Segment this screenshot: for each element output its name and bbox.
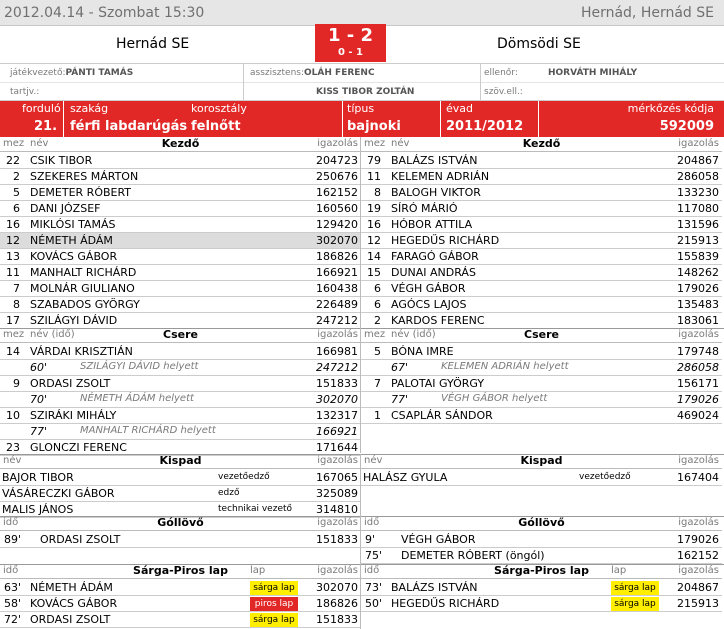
away-start-header [361,137,722,152]
player-name: PALOTAI GYÖRGY [391,377,485,390]
card-type: sárga lap [250,581,298,595]
type-label: típus [347,102,375,115]
player-name: MOLNÁR GIULIANO [30,282,135,295]
player-name: HEGEDŰS RICHÁRD [391,597,500,610]
sub-note: KELEMEN ADRIÁN helyett [441,361,569,372]
registration-id: 166921 [316,266,358,279]
info-bar [0,101,724,137]
bench-row [0,486,361,502]
section-title: Góllövő [157,516,204,529]
registration-id: 129420 [316,218,358,231]
type: bajnoki [347,119,401,134]
player-name: FARAGÓ GÁBOR [391,250,479,263]
shirt-number: 2 [13,170,20,183]
col-label: igazolás [678,455,719,466]
substitution-detail [361,360,722,376]
person-role: technikai vezető [218,504,293,514]
player-name: CSIK TIBOR [30,154,93,167]
col-label: igazolás [317,329,358,340]
shirt-number: 13 [6,250,20,263]
federation-inspector-label: szöv.ell.: [484,87,523,97]
card-minute: 72' [4,613,22,626]
player-name: BÓNA IMRE [391,345,454,358]
substitute-row [361,408,722,424]
registration-id: 160560 [316,202,358,215]
assistant-1: OLÁH FERENC [304,68,375,78]
player-name: KELEMEN ADRIÁN [391,170,490,183]
shirt-number: 9 [13,377,20,390]
col-label: igazolás [678,565,719,576]
sub-note: NÉMETH ÁDÁM helyett [80,393,194,404]
registration-id: 204867 [677,581,719,594]
match-code-label: mérkőzés kódja [627,102,714,115]
shirt-number: 17 [6,314,20,327]
registration-id: 117080 [677,202,719,215]
card-type: sárga lap [250,613,298,627]
substitute-row [0,408,361,424]
score-box [315,24,386,62]
registration-id: 166981 [316,345,358,358]
col-label: igazolás [317,565,358,576]
registration-id: 215913 [677,597,719,610]
registration-id: 155839 [677,250,719,263]
inspector-label: ellenőr: [484,68,518,78]
goal-row [361,532,722,548]
player-name: ORDASI ZSOLT [30,377,111,390]
registration-id: 226489 [316,298,358,311]
shirt-number: 8 [13,298,20,311]
player-row [361,281,722,297]
sub-minute: 67' [391,361,409,374]
player-row [0,153,361,169]
home-subs-header [0,328,361,343]
sub-note: MANHALT RICHÁRD helyett [80,425,216,436]
col-label: név [30,138,49,149]
shirt-number: 2 [374,314,381,327]
card-row [361,596,722,612]
inspector-wrap [548,68,637,78]
shirt-number: 22 [6,154,20,167]
card-type: sárga lap [611,597,659,611]
sub-minute: 77' [30,425,48,438]
col-label: név [3,455,22,466]
player-row [361,153,722,169]
registration-id: 179026 [677,533,719,546]
person-name: BAJOR TIBOR [2,471,74,484]
section-title: Kezdő [161,137,200,150]
registration-id: 171644 [316,441,358,454]
substitution-detail [361,392,722,408]
match-date: 2012.04.14 - Szombat 15:30 [4,5,205,21]
player-row [0,233,361,249]
player-name: MANHALT RICHÁRD [30,266,137,279]
col-label: idő [364,517,380,528]
person-role: vezetőedző [579,472,631,482]
registration-id: 186826 [316,597,358,610]
shirt-number: 12 [367,234,381,247]
replaced-id: 302070 [316,393,358,406]
registration-id: 179026 [677,282,719,295]
shirt-number: 79 [367,154,381,167]
player-row [361,265,722,281]
shirt-number: 23 [6,441,20,454]
card-minute: 63' [4,581,22,594]
substitution-detail [0,360,361,376]
away-goals-header [361,516,722,531]
col-label: idő [3,565,19,576]
substitute-row [0,376,361,392]
registration-id: 151833 [316,377,358,390]
round-label: forduló [22,102,61,115]
player-name: SZIRÁKI MIHÁLY [30,409,117,422]
registration-id: 156171 [677,377,719,390]
col-label: név [364,455,383,466]
final-score: 1 - 2 [327,25,374,46]
col-label: igazolás [317,455,358,466]
player-row [0,281,361,297]
scorer-name: DEMETER RÓBERT (öngól) [401,549,545,562]
player-row [0,297,361,313]
card-minute: 73' [365,581,383,594]
referee-label: játékvezető:PÁNTI TAMÁS [10,68,134,78]
column-divider [360,564,361,629]
registration-id: 162152 [677,549,719,562]
player-name: HÓBOR ATTILA [391,218,473,231]
player-name: SZILÁGYI DÁVID [30,314,118,327]
sub-note: VÉGH GÁBOR helyett [441,393,548,404]
player-name: BALÁZS ISTVÁN [391,581,478,594]
player-row [0,313,361,329]
substitution-detail [0,392,361,408]
branch-label: szakág [70,102,109,115]
player-name: MIKLÓSI TAMÁS [30,218,116,231]
col-label: lap [611,565,627,576]
player-name: CSAPLÁR SÁNDOR [391,409,493,422]
goal-minute: 75' [365,549,383,562]
away-bench-header [361,454,722,469]
registration-id: 133230 [677,186,719,199]
shirt-number: 16 [6,218,20,231]
bench-row [0,470,361,486]
registration-id: 131596 [677,218,719,231]
person-name: HALÁSZ GYULA [363,471,448,484]
goal-minute: 9' [365,533,376,546]
section-title: Sárga-Piros lap [133,564,228,577]
replaced-id: 286058 [677,361,719,374]
col-label: mez [364,329,386,340]
registration-id: 135483 [677,298,719,311]
player-name: DUNAI ANDRÁS [391,266,476,279]
registration-id: 250676 [316,170,358,183]
registration-id: 325089 [316,487,358,500]
referee: PÁNTI TAMÁS [65,68,134,78]
match-place: Hernád, Hernád SE [580,5,714,21]
player-name: ORDASI ZSOLT [30,613,111,626]
column-divider [360,137,361,329]
col-label: név (idő) [30,329,75,340]
registration-id: 286058 [677,170,719,183]
substitute-row [0,344,361,360]
season-label: évad [446,102,474,115]
card-row [361,580,722,596]
shirt-number: 5 [13,186,20,199]
reserve-ref-label: tartjv.: [10,87,40,97]
player-row [361,233,722,249]
player-row [361,297,722,313]
card-type: piros lap [250,597,298,611]
col-label: igazolás [317,517,358,528]
goal-row [361,548,722,564]
registration-id: 148262 [677,266,719,279]
registration-id: 183061 [677,314,719,327]
registration-id: 179748 [677,345,719,358]
player-name: SZABADOS GYÖRGY [30,298,140,311]
col-label: név (idő) [391,329,436,340]
col-label: igazolás [678,138,719,149]
home-team: Hernád SE [116,36,190,52]
age-group-label: korosztály [191,102,247,115]
away-team: Dömsödi SE [497,36,581,52]
player-name: NÉMETH ÁDÁM [30,234,113,247]
column-divider [360,328,361,453]
registration-id: 302070 [316,581,358,594]
goal-row [0,532,361,548]
sub-note: SZILÁGYI DÁVID helyett [80,361,199,372]
player-name: SÍRÓ MÁRIÓ [391,202,458,215]
replaced-id: 247212 [316,361,358,374]
player-name: DEMETER RÓBERT [30,186,132,199]
col-label: mez [3,138,25,149]
branch: férfi labdarúgás [70,119,188,134]
col-label: igazolás [678,517,719,528]
player-name: BALÁZS ISTVÁN [391,154,478,167]
player-name: VÉGH GÁBOR [391,282,466,295]
player-name: KOVÁCS GÁBOR [30,597,118,610]
player-row [361,313,722,329]
col-label: igazolás [678,329,719,340]
inspector: HORVÁTH MIHÁLY [548,68,638,78]
column-divider [360,516,361,564]
player-row [361,217,722,233]
column-divider [360,454,361,516]
shirt-number: 1 [374,409,381,422]
shirt-number: 5 [374,345,381,358]
player-name: HEGEDŰS RICHÁRD [391,234,500,247]
round: 21. [34,119,58,134]
player-row [361,169,722,185]
shirt-number: 6 [374,298,381,311]
replaced-id: 179026 [677,393,719,406]
shirt-number: 8 [374,186,381,199]
player-row [0,185,361,201]
card-type: sárga lap [611,581,659,595]
away-cards-header [361,564,722,579]
replaced-id: 166921 [316,425,358,438]
home-cards-header [0,564,361,579]
card-row [0,596,361,612]
section-title: Kispad [520,454,563,467]
substitute-row [361,344,722,360]
registration-id: 469024 [677,409,719,422]
person-role: vezetőedző [218,472,270,482]
card-row [0,612,361,628]
player-name: KARDOS FERENC [391,314,485,327]
registration-id: 204867 [677,154,719,167]
card-minute: 50' [365,597,383,610]
assistant-label: asszisztens:OLÁH FERENC [250,68,375,78]
card-minute: 58' [4,597,22,610]
bench-row [361,470,722,486]
halftime-score: 0 - 1 [337,47,364,58]
match-code: 592009 [659,119,714,134]
section-title: Csere [524,328,559,341]
registration-id: 215913 [677,234,719,247]
player-row [361,201,722,217]
col-label: idő [3,517,19,528]
substitute-row [361,376,722,392]
person-name: VÁSÁRECZKI GÁBOR [2,487,115,500]
col-label: lap [250,565,266,576]
registration-id: 151833 [316,613,358,626]
registration-id: 167404 [677,471,719,484]
top-bar [0,0,724,26]
player-name: VÁRDAI KRISZTIÁN [30,345,133,358]
registration-id: 132317 [316,409,358,422]
registration-id: 151833 [316,533,358,546]
section-title: Kezdő [522,137,561,150]
home-start-header [0,137,361,152]
section-title: Sárga-Piros lap [494,564,589,577]
shirt-number: 19 [367,202,381,215]
player-name: SZEKERES MÁRTON [30,170,139,183]
player-name: GLONCZI FERENC [30,441,127,454]
section-title: Csere [163,328,198,341]
player-row [361,249,722,265]
season: 2011/2012 [446,119,524,134]
shirt-number: 14 [367,250,381,263]
registration-id: 247212 [316,314,358,327]
player-name: AGÓCS LAJOS [391,298,467,311]
player-row [0,217,361,233]
registration-id: 204723 [316,154,358,167]
scorer-name: ORDASI ZSOLT [40,533,121,546]
registration-id: 302070 [316,234,358,247]
shirt-number: 7 [13,282,20,295]
player-row [0,265,361,281]
registration-id: 162152 [316,186,358,199]
col-label: mez [364,138,386,149]
scorer-name: VÉGH GÁBOR [401,533,476,546]
card-row [0,580,361,596]
shirt-number: 6 [13,202,20,215]
away-subs-header [361,328,722,343]
player-name: DANI JÓZSEF [30,202,101,215]
shirt-number: 16 [367,218,381,231]
shirt-number: 11 [6,266,20,279]
player-row [0,201,361,217]
sub-minute: 77' [391,393,409,406]
shirt-number: 12 [6,234,20,247]
player-name: KOVÁCS GÁBOR [30,250,118,263]
col-label: név [391,138,410,149]
shirt-number: 6 [374,282,381,295]
shirt-number: 15 [367,266,381,279]
shirt-number: 10 [6,409,20,422]
substitution-detail [0,424,361,440]
assistant-2-wrap [316,87,414,97]
section-title: Góllövő [518,516,565,529]
player-name: BALOGH VIKTOR [391,186,481,199]
home-goals-header [0,516,361,531]
sub-minute: 70' [30,393,48,406]
player-row [361,185,722,201]
col-label: mez [3,329,25,340]
goal-minute: 89' [4,533,22,546]
registration-id: 314810 [316,503,358,516]
shirt-number: 7 [374,377,381,390]
person-role: edző [218,488,240,498]
registration-id: 167065 [316,471,358,484]
player-name: NÉMETH ÁDÁM [30,581,113,594]
age-group: felnőtt [191,119,241,134]
home-bench-header [0,454,361,469]
section-title: Kispad [159,454,202,467]
shirt-number: 11 [367,170,381,183]
player-row [0,249,361,265]
shirt-number: 14 [6,345,20,358]
sub-minute: 60' [30,361,48,374]
person-name: MALIS JÁNOS [2,503,74,516]
player-row [0,169,361,185]
col-label: idő [364,565,380,576]
col-label: igazolás [317,138,358,149]
registration-id: 186826 [316,250,358,263]
assistant-2: KISS TIBOR ZOLTÁN [316,87,415,97]
registration-id: 160438 [316,282,358,295]
